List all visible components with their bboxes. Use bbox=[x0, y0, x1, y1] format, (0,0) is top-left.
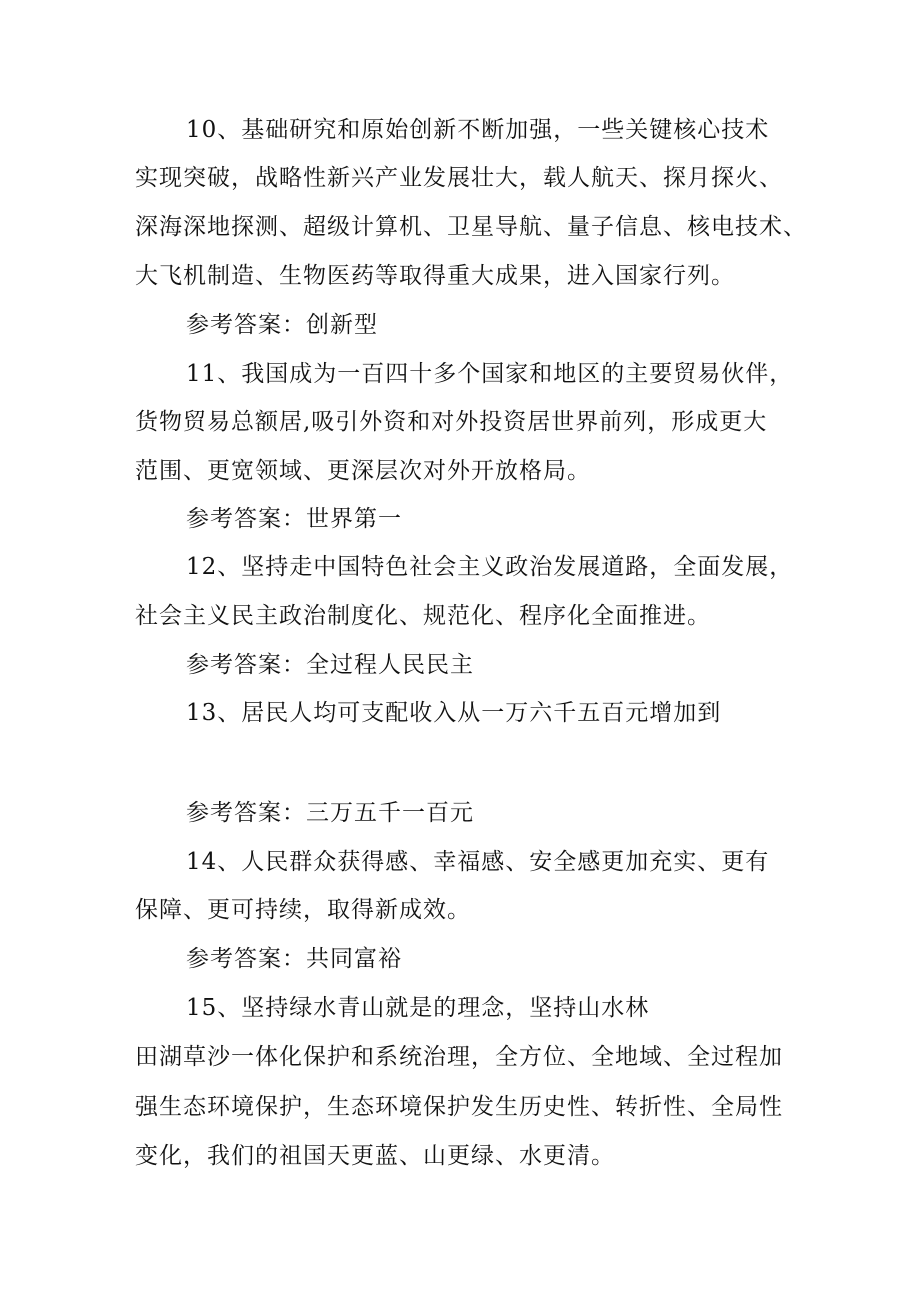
question-12-line-1: 12、坚持走中国特色社会主义政治发展道路，全面发展， bbox=[186, 554, 794, 580]
question-10-line-2: 实现突破，战略性新兴产业发展壮大，载人航天、探月探火、 bbox=[135, 165, 783, 191]
question-14-line-2: 保障、更可持续，取得新成效。 bbox=[135, 897, 471, 923]
question-12-line-2: 社会主义民主政治制度化、规范化、程序化全面推进。 bbox=[135, 603, 711, 629]
question-15-line-4: 变化，我们的祖国天更蓝、山更绿、水更清。 bbox=[135, 1143, 615, 1169]
question-15-line-3: 强生态环境保护，生态环境保护发生历史性、转折性、全局性 bbox=[135, 1094, 783, 1120]
question-13-line-1: 13、居民人均可支配收入从一万六千五百元增加到 bbox=[186, 700, 722, 726]
answer-12: 参考答案：全过程人民民主 bbox=[186, 652, 474, 678]
question-10-line-1: 10、基础研究和原始创新不断加强，一些关键核心技术 bbox=[186, 117, 770, 143]
question-10-line-3: 深海深地探测、超级计算机、卫星导航、量子信息、核电技术、 bbox=[135, 214, 807, 240]
question-10-line-4: 大飞机制造、生物医药等取得重大成果，进入国家行列。 bbox=[135, 263, 735, 289]
answer-13: 参考答案：三万五千一百元 bbox=[186, 800, 474, 826]
question-11-line-2: 货物贸易总额居,吸引外资和对外投资居世界前列，形成更大 bbox=[135, 409, 768, 435]
question-15-line-2: 田湖草沙一体化保护和系统治理，全方位、全地域、全过程加 bbox=[135, 1044, 783, 1070]
answer-14: 参考答案：共同富裕 bbox=[186, 946, 402, 972]
answer-11: 参考答案：世界第一 bbox=[186, 506, 402, 532]
question-11-line-3: 范围、更宽领域、更深层次对外开放格局。 bbox=[135, 458, 591, 484]
question-11-line-1: 11、我国成为一百四十多个国家和地区的主要贸易伙伴， bbox=[186, 361, 794, 387]
question-15-line-1: 15、坚持绿水青山就是的理念，坚持山水林 bbox=[186, 995, 650, 1021]
answer-10: 参考答案：创新型 bbox=[186, 312, 378, 338]
question-14-line-1: 14、人民群众获得感、幸福感、安全感更加充实、更有 bbox=[186, 849, 770, 875]
